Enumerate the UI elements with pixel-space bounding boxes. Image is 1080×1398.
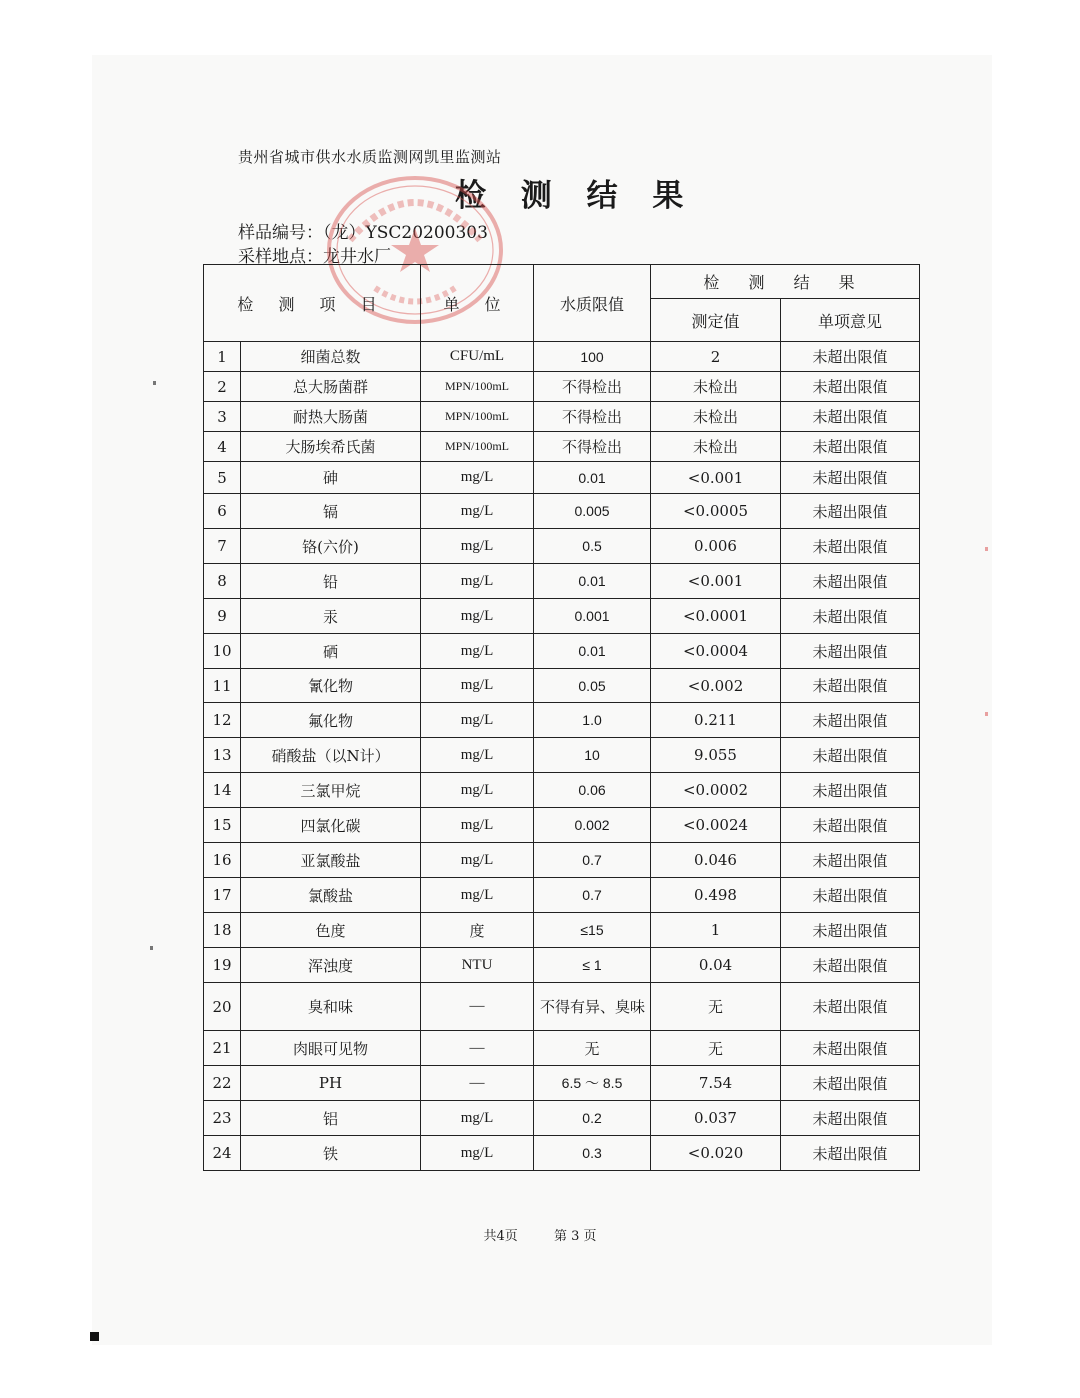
row-item: 氰化物 bbox=[241, 669, 421, 703]
row-opinion: 未超出限值 bbox=[781, 1066, 920, 1101]
row-opinion: 未超出限值 bbox=[781, 703, 920, 738]
row-item: 铬(六价) bbox=[241, 529, 421, 564]
row-value: <0.020 bbox=[651, 1136, 781, 1171]
row-value: 2 bbox=[651, 342, 781, 372]
row-number: 18 bbox=[204, 913, 241, 948]
row-number: 2 bbox=[204, 372, 241, 402]
row-limit: 不得检出 bbox=[534, 372, 651, 402]
row-number: 8 bbox=[204, 564, 241, 599]
row-opinion: 未超出限值 bbox=[781, 1101, 920, 1136]
table-row bbox=[204, 808, 920, 843]
row-item: 亚氯酸盐 bbox=[241, 843, 421, 878]
table-row bbox=[204, 1101, 920, 1136]
row-number: 10 bbox=[204, 634, 241, 669]
row-value: 0.04 bbox=[651, 948, 781, 983]
row-unit: — bbox=[421, 1066, 534, 1101]
row-limit: ≤15 bbox=[534, 913, 651, 948]
current-page: 第 3 页 bbox=[553, 1229, 597, 1244]
row-unit: mg/L bbox=[421, 808, 534, 843]
row-opinion: 未超出限值 bbox=[781, 983, 920, 1031]
row-unit: MPN/100mL bbox=[421, 432, 534, 462]
row-unit: mg/L bbox=[421, 843, 534, 878]
row-item: 氯酸盐 bbox=[241, 878, 421, 913]
table-row bbox=[204, 342, 920, 372]
row-item: 三氯甲烷 bbox=[241, 773, 421, 808]
header-results: 检 测 结 果 bbox=[651, 265, 920, 299]
table-row bbox=[204, 564, 920, 599]
row-number: 5 bbox=[204, 462, 241, 494]
row-item: 镉 bbox=[241, 494, 421, 529]
row-value: 0.046 bbox=[651, 843, 781, 878]
row-unit: mg/L bbox=[421, 669, 534, 703]
row-number: 7 bbox=[204, 529, 241, 564]
sample-number-label: 样品编号： bbox=[238, 223, 323, 243]
row-opinion: 未超出限值 bbox=[781, 564, 920, 599]
row-opinion: 未超出限值 bbox=[781, 599, 920, 634]
row-limit: 0.002 bbox=[534, 808, 651, 843]
row-number: 14 bbox=[204, 773, 241, 808]
table-row bbox=[204, 948, 920, 983]
header-item: 检 测 项 目 bbox=[204, 265, 421, 342]
row-limit: 无 bbox=[534, 1031, 651, 1066]
row-number: 24 bbox=[204, 1136, 241, 1171]
row-value: 未检出 bbox=[651, 372, 781, 402]
table-row bbox=[204, 843, 920, 878]
row-item: 汞 bbox=[241, 599, 421, 634]
row-value: <0.0005 bbox=[651, 494, 781, 529]
row-value: 1 bbox=[651, 913, 781, 948]
table-row bbox=[204, 773, 920, 808]
row-limit: 0.2 bbox=[534, 1101, 651, 1136]
row-opinion: 未超出限值 bbox=[781, 402, 920, 432]
row-limit: 不得检出 bbox=[534, 402, 651, 432]
row-unit: mg/L bbox=[421, 1136, 534, 1171]
row-opinion: 未超出限值 bbox=[781, 773, 920, 808]
row-limit: 6.5 ～ 8.5 bbox=[534, 1066, 651, 1101]
row-value: 无 bbox=[651, 983, 781, 1031]
table-row bbox=[204, 738, 920, 773]
total-pages: 共4页 bbox=[483, 1229, 518, 1244]
row-opinion: 未超出限值 bbox=[781, 738, 920, 773]
header-limit: 水质限值 bbox=[534, 265, 651, 342]
row-opinion: 未超出限值 bbox=[781, 529, 920, 564]
row-limit: 0.01 bbox=[534, 462, 651, 494]
row-limit: 不得有异、臭味 bbox=[534, 983, 651, 1031]
row-item: 肉眼可见物 bbox=[241, 1031, 421, 1066]
row-number: 3 bbox=[204, 402, 241, 432]
row-opinion: 未超出限值 bbox=[781, 843, 920, 878]
row-item: 氟化物 bbox=[241, 703, 421, 738]
row-opinion: 未超出限值 bbox=[781, 372, 920, 402]
row-value: <0.0004 bbox=[651, 634, 781, 669]
table-row bbox=[204, 402, 920, 432]
row-value: 未检出 bbox=[651, 402, 781, 432]
row-value: <0.002 bbox=[651, 669, 781, 703]
row-unit: — bbox=[421, 1031, 534, 1066]
row-limit: 100 bbox=[534, 342, 651, 372]
row-item: 铁 bbox=[241, 1136, 421, 1171]
row-value: 0.211 bbox=[651, 703, 781, 738]
page-footer bbox=[0, 1225, 1080, 1244]
row-item: PH bbox=[241, 1066, 421, 1101]
row-opinion: 未超出限值 bbox=[781, 462, 920, 494]
row-item: 铅 bbox=[241, 564, 421, 599]
scan-speck bbox=[985, 547, 988, 551]
row-number: 13 bbox=[204, 738, 241, 773]
row-number: 19 bbox=[204, 948, 241, 983]
row-value: 7.54 bbox=[651, 1066, 781, 1101]
row-unit: CFU/mL bbox=[421, 342, 534, 372]
row-unit: mg/L bbox=[421, 529, 534, 564]
table-row bbox=[204, 983, 920, 1031]
sample-number-value: （龙）YSC20200303 bbox=[323, 223, 488, 243]
row-unit: mg/L bbox=[421, 878, 534, 913]
row-opinion: 未超出限值 bbox=[781, 432, 920, 462]
row-limit: 0.005 bbox=[534, 494, 651, 529]
corner-mark bbox=[90, 1332, 99, 1341]
row-opinion: 未超出限值 bbox=[781, 1031, 920, 1066]
row-limit: ≤ 1 bbox=[534, 948, 651, 983]
row-number: 22 bbox=[204, 1066, 241, 1101]
row-value: 0.037 bbox=[651, 1101, 781, 1136]
row-opinion: 未超出限值 bbox=[781, 913, 920, 948]
row-limit: 不得检出 bbox=[534, 432, 651, 462]
row-number: 4 bbox=[204, 432, 241, 462]
table-row bbox=[204, 878, 920, 913]
sampling-location-label: 采样地点： bbox=[238, 247, 323, 267]
scan-speck bbox=[153, 381, 156, 385]
organization-name: 贵州省城市供水水质监测网凯里监测站 bbox=[238, 148, 502, 166]
row-item: 色度 bbox=[241, 913, 421, 948]
table-row bbox=[204, 462, 920, 494]
row-value: <0.001 bbox=[651, 564, 781, 599]
table-row bbox=[204, 494, 920, 529]
table-header-row bbox=[204, 265, 920, 299]
row-number: 17 bbox=[204, 878, 241, 913]
row-item: 总大肠菌群 bbox=[241, 372, 421, 402]
table-row bbox=[204, 1066, 920, 1101]
row-value: <0.001 bbox=[651, 462, 781, 494]
row-limit: 10 bbox=[534, 738, 651, 773]
scan-speck bbox=[985, 712, 988, 716]
sample-number bbox=[238, 218, 488, 243]
header-opinion: 单项意见 bbox=[781, 299, 920, 342]
row-opinion: 未超出限值 bbox=[781, 494, 920, 529]
row-unit: — bbox=[421, 983, 534, 1031]
row-number: 6 bbox=[204, 494, 241, 529]
row-value: <0.0001 bbox=[651, 599, 781, 634]
row-opinion: 未超出限值 bbox=[781, 634, 920, 669]
scan-speck bbox=[150, 946, 153, 950]
table-row bbox=[204, 669, 920, 703]
row-item: 细菌总数 bbox=[241, 342, 421, 372]
row-unit: mg/L bbox=[421, 599, 534, 634]
table-row bbox=[204, 372, 920, 402]
table-row bbox=[204, 599, 920, 634]
row-number: 11 bbox=[204, 669, 241, 703]
table-row bbox=[204, 529, 920, 564]
table-row bbox=[204, 1136, 920, 1171]
row-number: 12 bbox=[204, 703, 241, 738]
document-title: 检 测 结 果 bbox=[455, 178, 696, 214]
row-limit: 0.5 bbox=[534, 529, 651, 564]
row-opinion: 未超出限值 bbox=[781, 878, 920, 913]
row-item: 砷 bbox=[241, 462, 421, 494]
row-unit: mg/L bbox=[421, 494, 534, 529]
results-table bbox=[203, 264, 920, 1171]
row-limit: 0.06 bbox=[534, 773, 651, 808]
row-unit: mg/L bbox=[421, 634, 534, 669]
row-unit: MPN/100mL bbox=[421, 402, 534, 432]
row-unit: mg/L bbox=[421, 462, 534, 494]
row-unit: 度 bbox=[421, 913, 534, 948]
row-number: 23 bbox=[204, 1101, 241, 1136]
table-row bbox=[204, 913, 920, 948]
row-value: 无 bbox=[651, 1031, 781, 1066]
header-unit: 单 位 bbox=[421, 265, 534, 342]
row-unit: mg/L bbox=[421, 564, 534, 599]
row-unit: mg/L bbox=[421, 1101, 534, 1136]
row-opinion: 未超出限值 bbox=[781, 1136, 920, 1171]
table-row bbox=[204, 703, 920, 738]
row-value: 9.055 bbox=[651, 738, 781, 773]
row-limit: 0.01 bbox=[534, 634, 651, 669]
header-measured: 测定值 bbox=[651, 299, 781, 342]
row-item: 硒 bbox=[241, 634, 421, 669]
row-value: <0.0002 bbox=[651, 773, 781, 808]
row-number: 1 bbox=[204, 342, 241, 372]
row-limit: 0.01 bbox=[534, 564, 651, 599]
row-item: 硝酸盐（以N计） bbox=[241, 738, 421, 773]
row-item: 臭和味 bbox=[241, 983, 421, 1031]
row-number: 9 bbox=[204, 599, 241, 634]
row-unit: MPN/100mL bbox=[421, 372, 534, 402]
row-unit: mg/L bbox=[421, 703, 534, 738]
row-opinion: 未超出限值 bbox=[781, 808, 920, 843]
row-number: 15 bbox=[204, 808, 241, 843]
row-limit: 0.7 bbox=[534, 878, 651, 913]
row-unit: NTU bbox=[421, 948, 534, 983]
row-limit: 1.0 bbox=[534, 703, 651, 738]
row-opinion: 未超出限值 bbox=[781, 342, 920, 372]
row-item: 耐热大肠菌 bbox=[241, 402, 421, 432]
table-row bbox=[204, 634, 920, 669]
row-item: 大肠埃希氏菌 bbox=[241, 432, 421, 462]
row-unit: mg/L bbox=[421, 738, 534, 773]
row-value: 0.498 bbox=[651, 878, 781, 913]
row-unit: mg/L bbox=[421, 773, 534, 808]
table-row bbox=[204, 1031, 920, 1066]
row-limit: 0.05 bbox=[534, 669, 651, 703]
row-value: <0.0024 bbox=[651, 808, 781, 843]
row-limit: 0.001 bbox=[534, 599, 651, 634]
row-item: 浑浊度 bbox=[241, 948, 421, 983]
row-limit: 0.3 bbox=[534, 1136, 651, 1171]
row-opinion: 未超出限值 bbox=[781, 669, 920, 703]
row-item: 四氯化碳 bbox=[241, 808, 421, 843]
row-value: 未检出 bbox=[651, 432, 781, 462]
sampling-location-value: 龙井水厂 bbox=[323, 247, 391, 267]
table-row bbox=[204, 432, 920, 462]
row-limit: 0.7 bbox=[534, 843, 651, 878]
row-number: 21 bbox=[204, 1031, 241, 1066]
row-item: 铝 bbox=[241, 1101, 421, 1136]
row-number: 16 bbox=[204, 843, 241, 878]
row-opinion: 未超出限值 bbox=[781, 948, 920, 983]
row-value: 0.006 bbox=[651, 529, 781, 564]
row-number: 20 bbox=[204, 983, 241, 1031]
